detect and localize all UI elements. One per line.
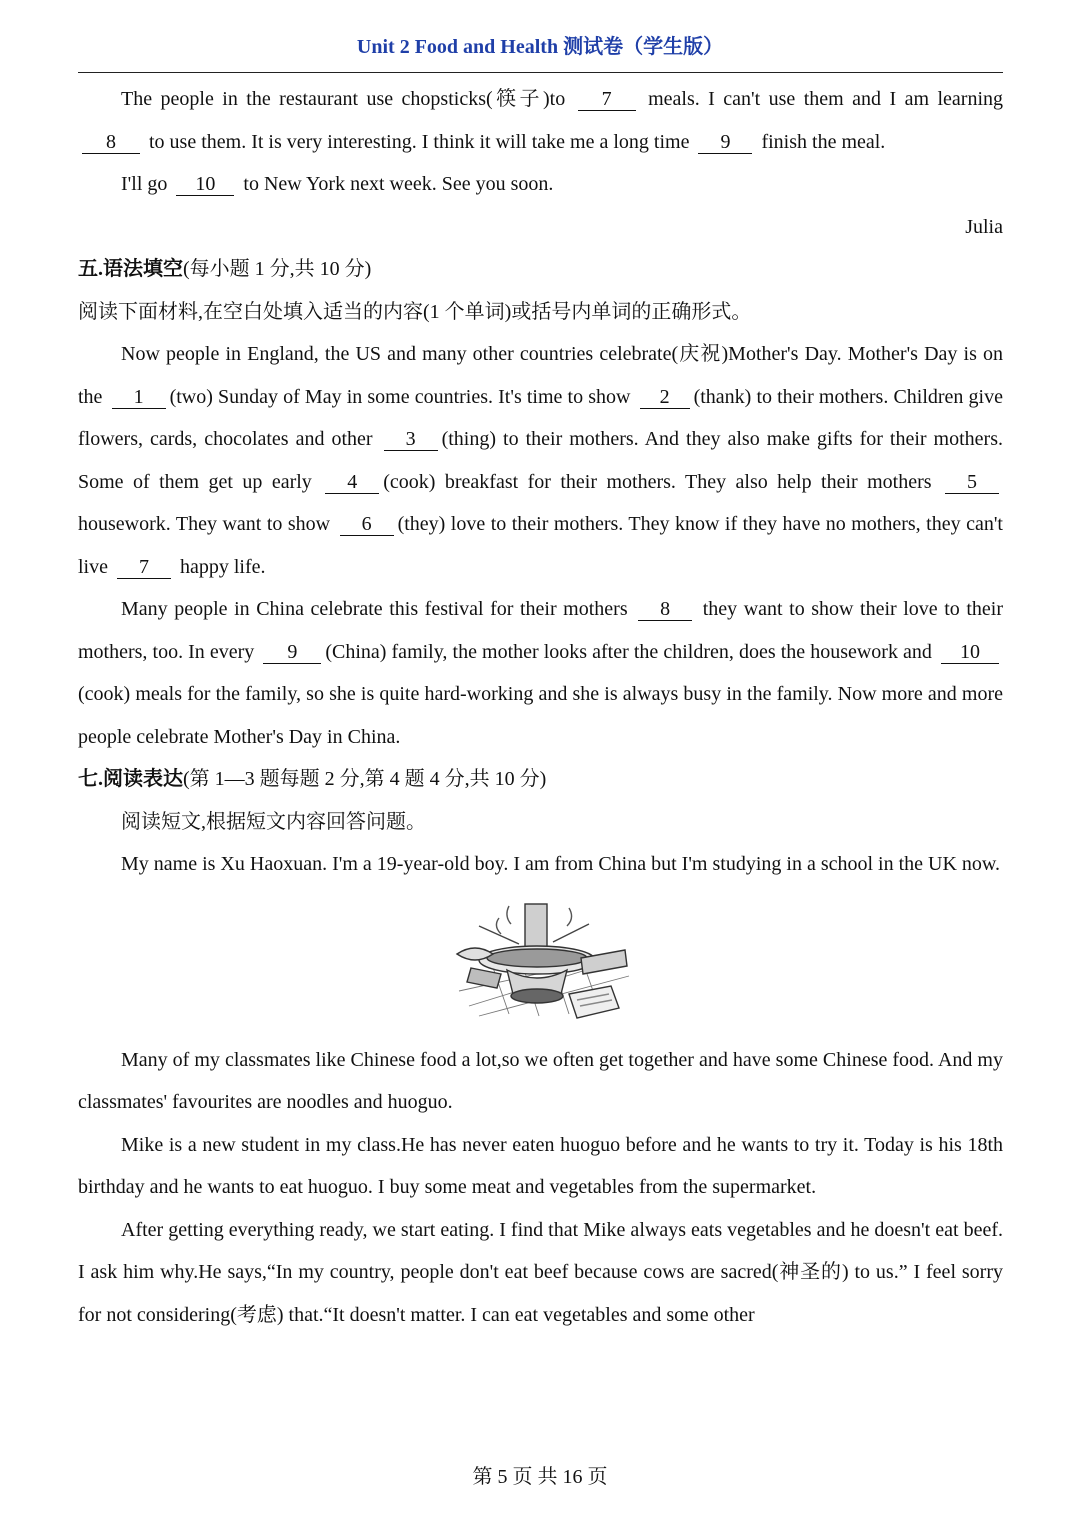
grammar-blank-3[interactable]: 3 xyxy=(384,428,438,451)
section-5-paragraph-2: Many people in China celebrate this festival for their mothers 8 they want to show their love to their mothers, too. In every 9 (China) family, the mother looks after the children, does the housework and 10(cook) meals for the family, so she is quite hard-working and she is always busy in the family. Now more and more people celebrate Mother's Day in China. xyxy=(78,598,1003,748)
page-content xyxy=(78,78,1003,1336)
reading-paragraph-3: Mike is a new student in my class.He has never eaten huoguo before and he wants to try it. Today is his 18th birthday and he wants to eat huoguo. I buy some meat and vegetables from the supermarket. xyxy=(78,1133,1003,1198)
letter-signature: Julia xyxy=(965,215,1003,238)
blank-7[interactable]: 7 xyxy=(578,88,636,111)
section-7-instruction: 阅读短文,根据短文内容回答问题。 xyxy=(121,810,426,833)
letter-paragraph-1: The people in the restaurant use chopsticks(筷子)to 7 meals. I can't use them and I am learning 8 to use them. It is very interesting. I think it will take me a long time 9 finish the meal. xyxy=(78,78,1003,163)
reading-paragraph-1: My name is Xu Haoxuan. I'm a 19-year-old boy. I am from China but I'm studying in a school in the UK now. xyxy=(121,853,1001,875)
blank-9[interactable]: 9 xyxy=(698,131,752,154)
blank-8[interactable]: 8 xyxy=(82,131,140,154)
grammar-blank-5[interactable]: 5 xyxy=(945,471,999,494)
blank-10[interactable]: 10 xyxy=(176,173,234,196)
grammar-blank-1[interactable]: 1 xyxy=(112,386,166,409)
section-5-heading: 五.语法填空(每小题 1 分,共 10 分) xyxy=(78,258,372,280)
header-rule xyxy=(78,72,1003,73)
section-7-heading: 七.阅读表达(第 1—3 题每题 2 分,第 4 题 4 分,共 10 分) xyxy=(78,768,547,790)
grammar-blank-9[interactable]: 9 xyxy=(263,641,321,664)
page-number-footer: 第 5 页 共 16 页 xyxy=(472,1466,608,1488)
section-5-instruction: 阅读下面材料,在空白处填入适当的内容(1 个单词)或括号内单词的正确形式。 xyxy=(78,300,752,323)
letter-paragraph-2: I'll go 10 to New York next week. See you soon. xyxy=(121,173,554,195)
grammar-blank-2[interactable]: 2 xyxy=(640,386,690,409)
reading-paragraph-4: After getting everything ready, we start eating. I find that Mike always eats vegetables and he doesn't eat beef. I ask him why.He says,“In my country, people don't eat beef because cows are sacred(神圣的) to us.” I feel sorry for not considering(考虑) that.“It doesn't matter. I can eat vegetables and some other xyxy=(78,1218,1003,1326)
grammar-blank-8[interactable]: 8 xyxy=(638,598,692,621)
hotpot-icon xyxy=(449,896,632,1021)
grammar-blank-10[interactable]: 10 xyxy=(941,641,999,664)
grammar-blank-6[interactable]: 6 xyxy=(340,513,394,536)
page-header-title: Unit 2 Food and Health 测试卷（学生版） xyxy=(356,36,724,58)
hotpot-illustration xyxy=(78,896,1003,1031)
grammar-blank-4[interactable]: 4 xyxy=(325,471,379,494)
section-5-paragraph-1: Now people in England, the US and many other countries celebrate(庆祝)Mother's Day. Mother's Day is on the 1 (two) Sunday of May in some countries. It's time to show 2 (thank) to their mothers. Children give flowers, cards, chocolates and other 3 (thing) to their mothers. And they also make gifts for their mothers. Some of them get up early 4 (cook) breakfast for their mothers. They also help their mothers 5 housework. They want to show 6 (they) love to their mothers. They know if they have no mothers, they can't live 7 happy life. xyxy=(78,343,1003,578)
grammar-blank-7[interactable]: 7 xyxy=(117,556,171,579)
reading-paragraph-2: Many of my classmates like Chinese food a lot,so we often get together and have some Chinese food. And my classmates' favourites are noodles and huoguo. xyxy=(78,1048,1003,1113)
